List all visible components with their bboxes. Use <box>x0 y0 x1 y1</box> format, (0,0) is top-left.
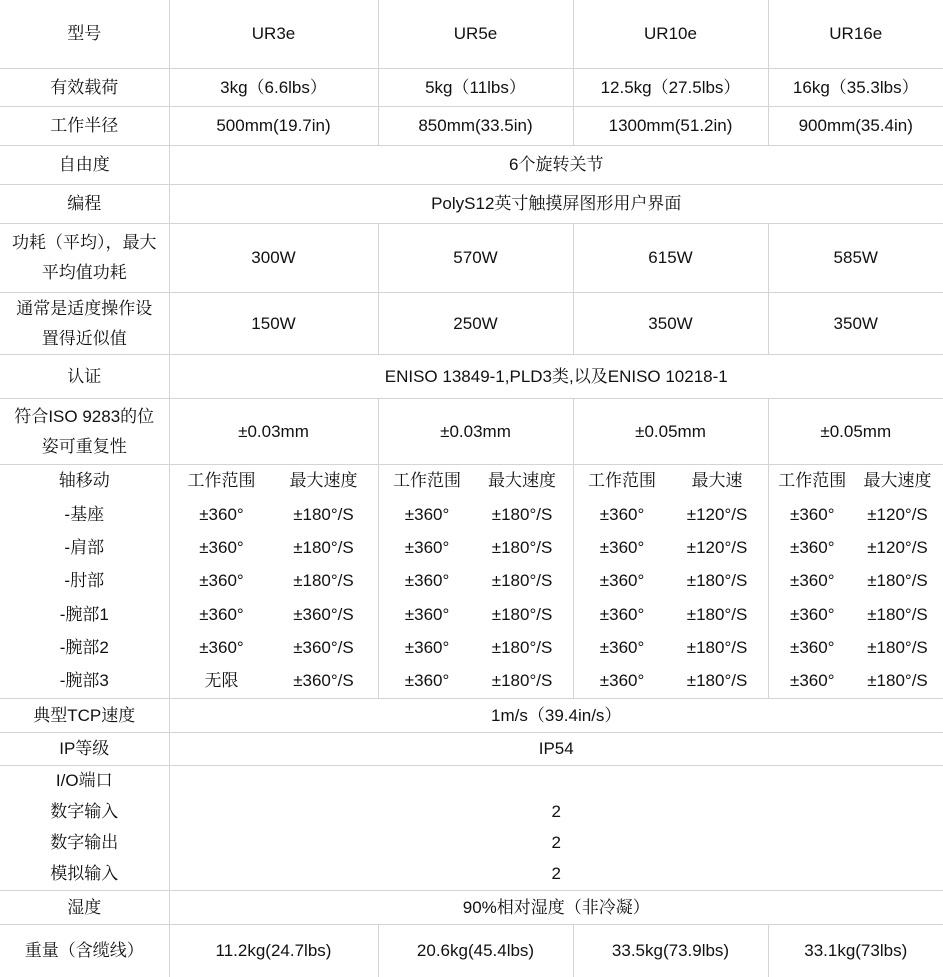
axis-value-line <box>576 532 766 565</box>
axis-speed-value: ±180°/S <box>293 505 354 525</box>
reach-ur3e: 500mm(19.7in) <box>169 107 378 146</box>
weight-ur3e: 11.2kg(24.7lbs) <box>169 925 378 977</box>
axis-column-ur16e <box>768 465 943 699</box>
tcp-speed-value: 1m/s（39.4in/s） <box>169 699 943 733</box>
repeatability-ur10e: ±0.05mm <box>573 399 768 465</box>
axis-speed-value: ±180°/S <box>492 671 553 691</box>
row-label: 认证 <box>0 355 169 399</box>
axis-label-wrist2: -腕部2 <box>2 631 167 664</box>
axis-label-wrist3: -腕部3 <box>2 665 167 698</box>
row-label: 典型TCP速度 <box>0 699 169 733</box>
axis-range-value: ±360° <box>790 638 835 658</box>
axis-speed-value: ±180°/S <box>492 505 553 525</box>
power-max-ur3e: 300W <box>169 224 378 293</box>
row-repeatability <box>0 399 943 465</box>
axis-value-line <box>172 631 376 664</box>
axis-label-shoulder: -肩部 <box>2 532 167 565</box>
axis-speed-value: ±180°/S <box>867 671 928 691</box>
axis-section-label: 轴移动 <box>2 465 167 498</box>
axis-header-speed: 最大速度 <box>864 471 932 491</box>
axis-range-value: ±360° <box>199 571 244 591</box>
row-weight <box>0 925 943 977</box>
axis-value-line <box>381 665 571 698</box>
axis-range-value: ±360° <box>600 571 645 591</box>
io-values-column <box>169 766 943 891</box>
power-max-ur5e: 570W <box>378 224 573 293</box>
axis-speed-value: ±180°/S <box>492 638 553 658</box>
row-dof <box>0 146 943 185</box>
axis-speed-value: ±120°/S <box>687 505 748 525</box>
axis-value-line <box>771 565 942 598</box>
row-label: 工作半径 <box>0 107 169 146</box>
axis-value-line <box>381 498 571 531</box>
io-value-analog-in: 2 <box>172 859 942 890</box>
weight-ur5e: 20.6kg(45.4lbs) <box>378 925 573 977</box>
axis-range-value: ±360° <box>790 538 835 558</box>
axis-range-value: ±360° <box>600 638 645 658</box>
reach-ur16e: 900mm(35.4in) <box>768 107 943 146</box>
row-power-max <box>0 224 943 293</box>
axis-value-line <box>172 598 376 631</box>
model-header-ur3e: UR3e <box>169 0 378 69</box>
power-max-ur10e: 615W <box>573 224 768 293</box>
axis-value-line <box>771 532 942 565</box>
ip-rating-value: IP54 <box>169 733 943 766</box>
axis-header-range: 工作范围 <box>778 471 846 491</box>
weight-ur10e: 33.5kg(73.9lbs) <box>573 925 768 977</box>
axis-speed-value: ±180°/S <box>492 571 553 591</box>
axis-label-elbow: -肘部 <box>2 565 167 598</box>
axis-label-base: -基座 <box>2 498 167 531</box>
row-tcp-speed <box>0 699 943 733</box>
axis-value-line <box>771 498 942 531</box>
axis-col-header <box>172 465 376 498</box>
axis-speed-value: ±180°/S <box>293 571 354 591</box>
humidity-value: 90%相对湿度（非冷凝） <box>169 891 943 925</box>
axis-column-ur5e <box>378 465 573 699</box>
axis-speed-value: ±180°/S <box>293 538 354 558</box>
axis-header-speed: 最大速 <box>692 471 743 491</box>
row-label: 有效载荷 <box>0 69 169 107</box>
dof-value: 6个旋转关节 <box>169 146 943 185</box>
axis-header-speed: 最大速度 <box>289 471 357 491</box>
row-label: 符合ISO 9283的位姿可重复性 <box>0 399 169 465</box>
programming-value: PolyS12英寸触摸屏图形用户界面 <box>169 185 943 224</box>
axis-range-value: ±360° <box>199 638 244 658</box>
axis-speed-value: ±180°/S <box>492 538 553 558</box>
axis-header-range: 工作范围 <box>393 471 461 491</box>
axis-range-value: ±360° <box>600 505 645 525</box>
axis-value-line <box>771 598 942 631</box>
row-label: 湿度 <box>0 891 169 925</box>
certification-value: ENISO 13849-1,PLD3类,以及ENISO 10218-1 <box>169 355 943 399</box>
axis-range-value: ±360° <box>600 671 645 691</box>
axis-header-range: 工作范围 <box>187 471 255 491</box>
power-typical-ur5e: 250W <box>378 293 573 355</box>
axis-value-line <box>771 665 942 698</box>
axis-labels-column <box>0 465 169 699</box>
axis-speed-value: ±180°/S <box>687 638 748 658</box>
model-header-ur5e: UR5e <box>378 0 573 69</box>
axis-value-line <box>381 532 571 565</box>
model-header-ur16e: UR16e <box>768 0 943 69</box>
weight-ur16e: 33.1kg(73lbs) <box>768 925 943 977</box>
axis-speed-value: ±360°/S <box>293 605 354 625</box>
axis-range-value: 无限 <box>204 671 238 691</box>
axis-value-line <box>381 598 571 631</box>
axis-range-value: ±360° <box>405 571 450 591</box>
axis-speed-value: ±180°/S <box>687 605 748 625</box>
payload-ur5e: 5kg（11lbs） <box>378 69 573 107</box>
axis-speed-value: ±120°/S <box>867 538 928 558</box>
io-label-analog-in: 模拟输入 <box>2 859 167 890</box>
axis-speed-value: ±360°/S <box>293 638 354 658</box>
row-ip-rating <box>0 733 943 766</box>
axis-value-line <box>576 498 766 531</box>
reach-ur10e: 1300mm(51.2in) <box>573 107 768 146</box>
row-axis-movement <box>0 465 943 699</box>
power-typical-ur10e: 350W <box>573 293 768 355</box>
axis-range-value: ±360° <box>405 605 450 625</box>
axis-speed-value: ±180°/S <box>867 571 928 591</box>
row-label: 通常是适度操作设置得近似值 <box>0 293 169 355</box>
axis-range-value: ±360° <box>790 505 835 525</box>
row-reach <box>0 107 943 146</box>
axis-header-range: 工作范围 <box>588 471 656 491</box>
axis-value-line <box>172 565 376 598</box>
axis-range-value: ±360° <box>199 505 244 525</box>
axis-speed-value: ±180°/S <box>687 671 748 691</box>
power-typical-ur3e: 150W <box>169 293 378 355</box>
axis-range-value: ±360° <box>199 538 244 558</box>
repeatability-ur16e: ±0.05mm <box>768 399 943 465</box>
axis-value-line <box>381 631 571 664</box>
axis-value-line <box>576 631 766 664</box>
axis-header-speed: 最大速度 <box>488 471 556 491</box>
row-io-ports <box>0 766 943 891</box>
axis-value-line <box>172 498 376 531</box>
axis-range-value: ±360° <box>600 605 645 625</box>
axis-range-value: ±360° <box>405 538 450 558</box>
row-payload <box>0 69 943 107</box>
axis-range-value: ±360° <box>790 571 835 591</box>
row-programming <box>0 185 943 224</box>
axis-column-ur10e <box>573 465 768 699</box>
power-max-ur16e: 585W <box>768 224 943 293</box>
axis-range-value: ±360° <box>405 671 450 691</box>
repeatability-ur3e: ±0.03mm <box>169 399 378 465</box>
axis-col-header <box>381 465 571 498</box>
axis-range-value: ±360° <box>600 538 645 558</box>
axis-value-line <box>576 598 766 631</box>
io-value-digital-in: 2 <box>172 797 942 828</box>
axis-value-line <box>381 565 571 598</box>
io-labels-column <box>0 766 169 891</box>
payload-ur10e: 12.5kg（27.5lbs） <box>573 69 768 107</box>
axis-range-value: ±360° <box>790 671 835 691</box>
io-section-label: I/O端口 <box>2 766 167 797</box>
row-label: 编程 <box>0 185 169 224</box>
row-label: 重量（含缆线） <box>0 925 169 977</box>
axis-speed-value: ±360°/S <box>293 671 354 691</box>
row-label: 功耗（平均），最大平均值功耗 <box>0 224 169 293</box>
axis-col-header <box>771 465 942 498</box>
axis-speed-value: ±180°/S <box>867 605 928 625</box>
axis-label-wrist1: -腕部1 <box>2 598 167 631</box>
axis-value-line <box>172 532 376 565</box>
io-value-ports <box>172 766 942 797</box>
axis-speed-value: ±120°/S <box>687 538 748 558</box>
row-label: 自由度 <box>0 146 169 185</box>
axis-col-header <box>576 465 766 498</box>
axis-value-line <box>172 665 376 698</box>
io-label-digital-in: 数字输入 <box>2 797 167 828</box>
axis-range-value: ±360° <box>790 605 835 625</box>
repeatability-ur5e: ±0.03mm <box>378 399 573 465</box>
row-power-typical <box>0 293 943 355</box>
axis-range-value: ±360° <box>405 638 450 658</box>
axis-value-line <box>576 665 766 698</box>
io-value-digital-out: 2 <box>172 828 942 859</box>
model-column-header: 型号 <box>0 0 169 69</box>
axis-speed-value: ±180°/S <box>687 571 748 591</box>
payload-ur16e: 16kg（35.3lbs） <box>768 69 943 107</box>
reach-ur5e: 850mm(33.5in) <box>378 107 573 146</box>
axis-speed-value: ±180°/S <box>492 605 553 625</box>
header-row <box>0 0 943 69</box>
model-header-ur10e: UR10e <box>573 0 768 69</box>
io-label-digital-out: 数字输出 <box>2 828 167 859</box>
axis-speed-value: ±120°/S <box>867 505 928 525</box>
axis-value-line <box>576 565 766 598</box>
axis-speed-value: ±180°/S <box>867 638 928 658</box>
row-humidity <box>0 891 943 925</box>
axis-range-value: ±360° <box>199 605 244 625</box>
power-typical-ur16e: 350W <box>768 293 943 355</box>
row-label: IP等级 <box>0 733 169 766</box>
payload-ur3e: 3kg（6.6lbs） <box>169 69 378 107</box>
axis-value-line <box>771 631 942 664</box>
row-certification <box>0 355 943 399</box>
axis-range-value: ±360° <box>405 505 450 525</box>
axis-column-ur3e <box>169 465 378 699</box>
